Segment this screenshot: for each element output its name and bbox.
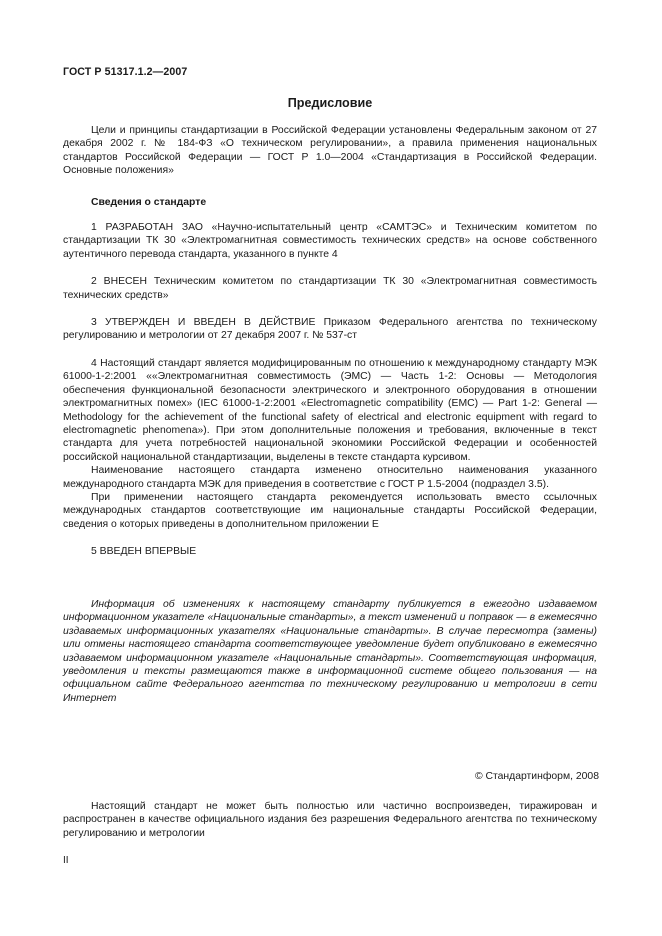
info-notice [63, 598, 597, 705]
reproduction-notice-text: Настоящий стандарт не может быть полностью или частично воспроизведен, тиражирован и распространен в качестве официального издания без разрешения Федерального агентства по техническому регулированию и метрологии [63, 801, 597, 839]
copyright: © Стандартинформ, 2008 [474, 771, 599, 782]
item-4-name-change: Наименование настоящего стандарта изменено относительно наименования указанного международного стандарта МЭК для приведения в соответствие с ГОСТ Р 1.5-2004 (подраздел 3.5). [63, 465, 597, 490]
standard-code-header: ГОСТ Р 51317.1.2—2007 [63, 66, 188, 78]
item-4-modified: 4 Настоящий стандарт является модифицированным по отношению к международному стандарту МЭК 61000-1-2:2001 ««Электромагнитная совместимость (ЭМС) — Часть 1-2: Основы — Методология обеспечения функциональной безопасности электрического и электронного оборудования в отношении электромагнитных помех» (IEC 61000-1-2:2001 «Electromagnetic compatibility (EMC) — Part 1-2: General — Methodology for the achievement of the functional safety of electrical and electronic equipment with regard to electromagnetic phenomena»). При этом дополнительные положения и требования, включенные в текст стандарта для учета потребностей национальной экономики Российской Федерации и особенностей российской национальной стандартизации, выделены в тексте стандарта курсивом. [63, 357, 597, 463]
section-heading: Сведения о стандарте [91, 196, 207, 208]
info-notice-text: Информация об изменениях к настоящему стандарту публикуется в ежегодно издаваемом информационном указателе «Национальные стандарты», а текст изменений и поправок — в ежемесячно издаваемых информационных указателях «Национальные стандарты». В случае пересмотра (замены) или отмены настоящего стандарта соответствующее уведомление будет опубликовано в ежемесячно издаваемом информационном указателе «Национальные стандарты». Соответствующая информация, уведомления и тексты размещаются также в информационной системе общего пользования — на официальном сайте Федерального агентства по техническому регулированию и метрологии в сети Интернет [63, 599, 597, 704]
item-3-approved: 3 УТВЕРЖДЕН И ВВЕДЕН В ДЕЙСТВИЕ Приказом Федерального агентства по техническому регулированию и метрологии от 27 декабря 2007 г. № 537-ст [63, 317, 597, 342]
item-4-references: При применении настоящего стандарта рекомендуется использовать вместо ссылочных международных стандартов соответствующие им национальные стандарты Российской Федерации, сведения о которых приведены в дополнительном приложении Е [63, 491, 597, 530]
intro-paragraph: Цели и принципы стандартизации в Российской Федерации установлены Федеральным законом от 27 декабря 2002 г. № 184-ФЗ «О техническом регулировании», а правила применения национальных стандартов Российской Федерации — ГОСТ Р 1.0—2004 «Стандартизация в Российской Федерации. Основные положения» [63, 125, 597, 177]
item-5-first-introduced: 5 ВВЕДЕН ВПЕРВЫЕ [91, 546, 197, 558]
page-title: Предисловие [287, 96, 373, 110]
item-1-developed: 1 РАЗРАБОТАН ЗАО «Научно-испытательный центр «САМТЭС» и Техническим комитетом по стандартизации ТК 30 «Электромагнитная совместимость технических средств» на основе собственного аутентичного перевода стандарта, указанного в пункте 4 [63, 222, 597, 260]
item-2-introduced: 2 ВНЕСЕН Техническим комитетом по стандартизации ТК 30 «Электромагнитная совместимость технических средств» [63, 276, 597, 301]
foreword-main [63, 95, 597, 559]
page-number: II [63, 855, 69, 866]
reproduction-notice [63, 800, 597, 840]
